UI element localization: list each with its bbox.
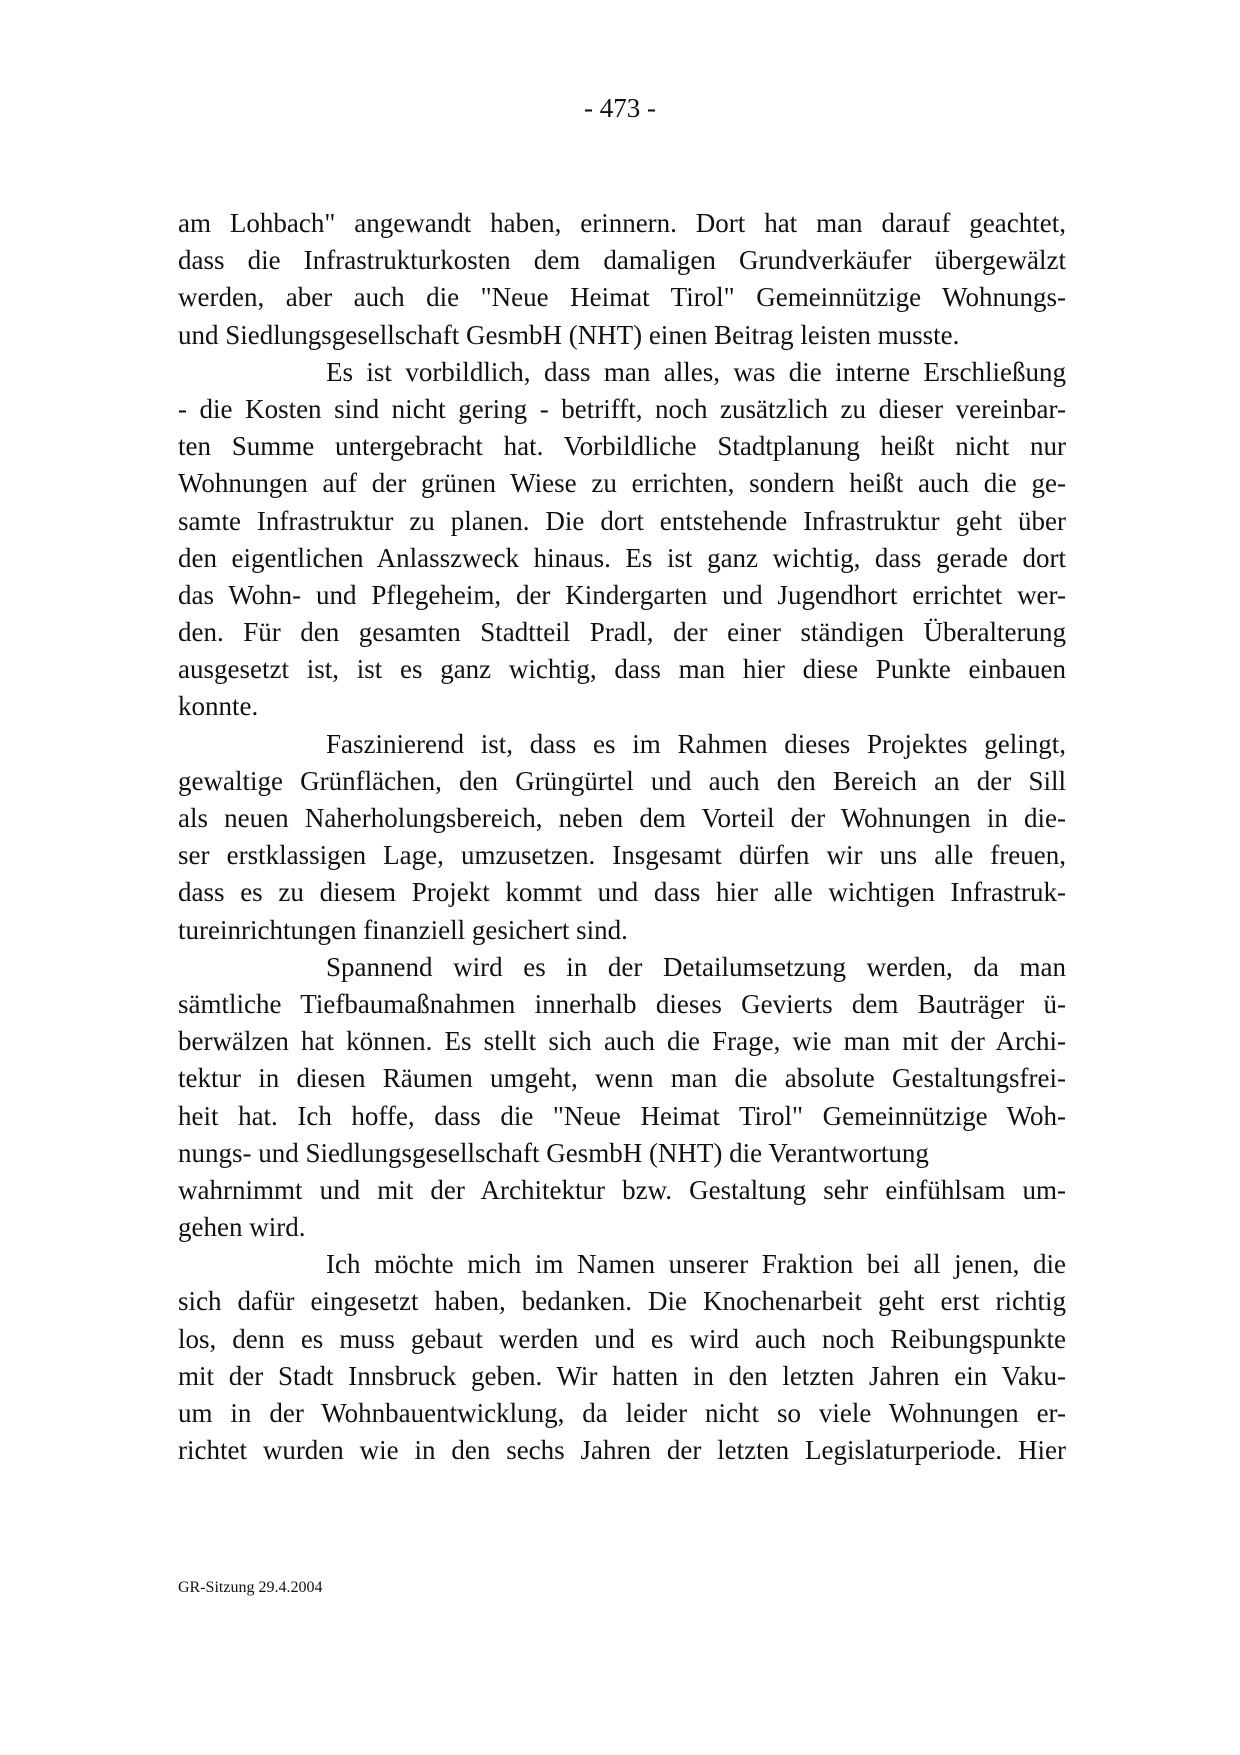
text-line: gewaltige Grünflächen, den Grüngürtel und auch den Bereich an der Sill [178,765,1066,796]
page-number: - 473 - [584,93,656,123]
text-line: dass die Infrastrukturkosten dem damaligen Grundverkäufer übergewälzt [178,245,1066,276]
paragraph [178,354,1066,726]
text-line: tureinrichtungen finanziell gesichert sind. [178,914,628,945]
text-line: ausgesetzt ist, ist es ganz wichtig, dass man hier diese Punkte einbauen [178,654,1066,685]
text-line: mit der Stadt Innsbruck geben. Wir hatten in den letzten Jahren ein Vaku- [178,1360,1066,1391]
text-line: Spannend wird es in der Detailumsetzung werden, da man [326,951,1066,982]
footer-session-date: GR-Sitzung 29.4.2004 [178,1579,323,1596]
text-line: konnte. [178,691,259,722]
text-line: den. Für den gesamten Stadtteil Pradl, der einer ständigen Überalterung [178,617,1066,648]
text-line: ten Summe untergebracht hat. Vorbildliche Stadtplanung heißt nicht nur [178,431,1066,462]
text-line: ser erstklassigen Lage, umzusetzen. Insgesamt dürfen wir uns alle freuen, [178,840,1066,871]
text-line: am Lohbach" angewandt haben, erinnern. Dort hat man darauf geachtet, [178,208,1066,238]
text-line: und Siedlungsgesellschaft GesmbH (NHT) einen Beitrag leisten musste. [178,319,960,350]
text-line: das Wohn- und Pflegeheim, der Kindergarten und Jugendhort errichtet wer- [178,579,1066,610]
document-body [178,205,1066,1469]
text-line: wahrnimmt und mit der Architektur bzw. Gestaltung sehr einfühlsam um- [178,1174,1066,1205]
text-line: Es ist vorbildlich, dass man alles, was die interne Erschließung [326,356,1066,387]
text-line: sich dafür eingesetzt haben, bedanken. Die Knochenarbeit geht erst richtig [178,1286,1066,1317]
text-line: sämtliche Tiefbaumaßnahmen innerhalb dieses Gevierts dem Bauträger ü- [178,988,1066,1019]
paragraph [178,949,1066,1247]
text-line: - die Kosten sind nicht gering - betrifft, noch zusätzlich zu dieser vereinbar- [178,393,1066,424]
text-line: werden, aber auch die "Neue Heimat Tirol" Gemeinnützige Wohnungs- [178,282,1066,313]
text-line: berwälzen hat können. Es stellt sich auch die Frage, wie man mit der Archi- [178,1026,1066,1057]
text-line: dass es zu diesem Projekt kommt und dass hier alle wichtigen Infrastruk- [178,877,1066,908]
text-line: gehen wird. [178,1212,306,1243]
text-line: heit hat. Ich hoffe, dass die "Neue Heimat Tirol" Gemeinnützige Woh- [178,1100,1066,1131]
text-line: als neuen Naherholungsbereich, neben dem Vorteil der Wohnungen in die- [178,803,1066,833]
text-line: samte Infrastruktur zu planen. Die dort entstehende Infrastruktur geht über [178,505,1066,536]
paragraph [178,1246,1066,1469]
text-line: den eigentlichen Anlasszweck hinaus. Es ist ganz wichtig, dass gerade dort [178,542,1066,573]
text-line: Ich möchte mich im Namen unserer Fraktion bei all jenen, die [326,1249,1066,1280]
text-line: los, denn es muss gebaut werden und es wird auch noch Reibungspunkte [178,1323,1066,1354]
text-line: Faszinierend ist, dass es im Rahmen dieses Projektes gelingt, [326,728,1066,759]
text-line: um in der Wohnbauentwicklung, da leider nicht so viele Wohnungen er- [178,1398,1066,1428]
paragraph [178,726,1066,949]
paragraph [178,205,1066,354]
text-line: nungs- und Siedlungsgesellschaft GesmbH (NHT) die Verantwortung [178,1137,929,1168]
text-line: Wohnungen auf der grünen Wiese zu errichten, sondern heißt auch die ge- [178,468,1066,499]
text-line: richtet wurden wie in den sechs Jahren der letzten Legislaturperiode. Hier [178,1435,1066,1466]
text-line: tektur in diesen Räumen umgeht, wenn man die absolute Gestaltungsfrei- [178,1063,1066,1094]
